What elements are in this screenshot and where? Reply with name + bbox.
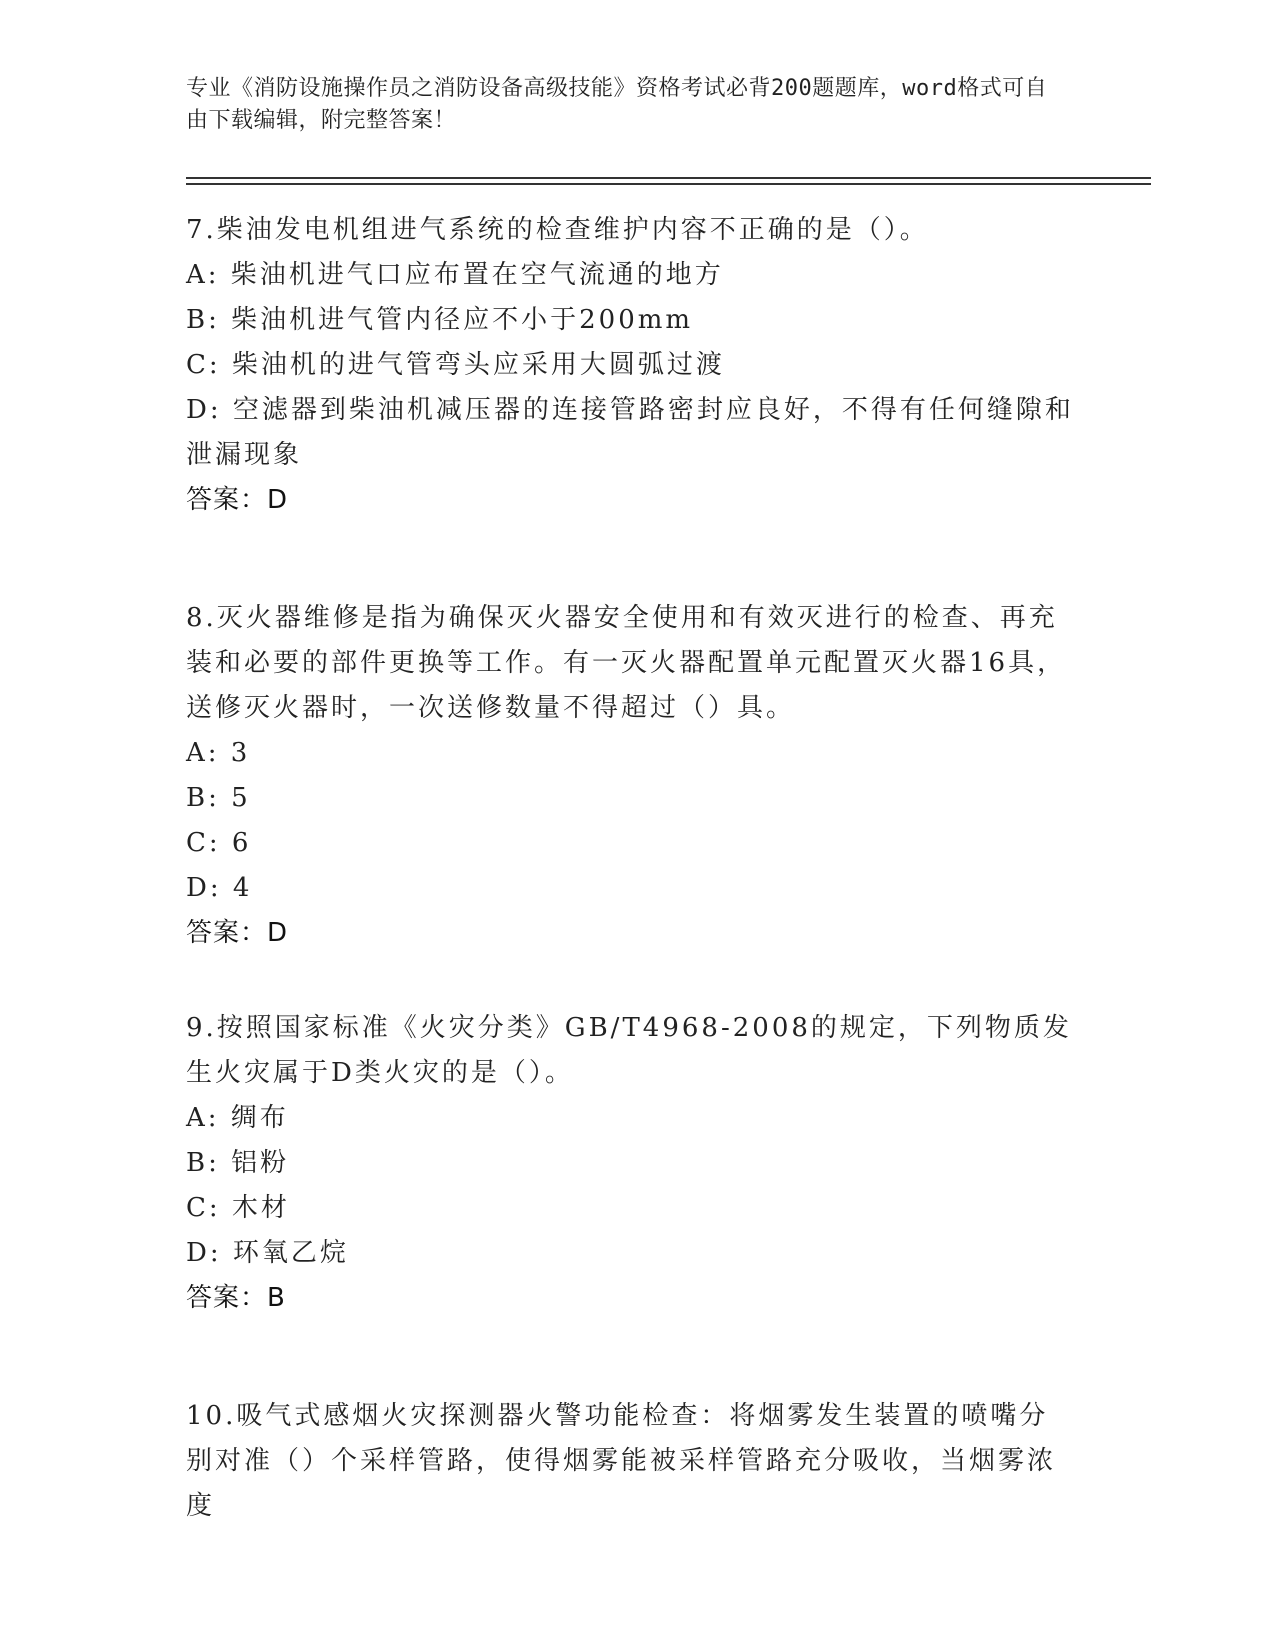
option-b: B: 5 <box>186 783 251 813</box>
question-9 <box>186 1006 1076 1321</box>
header-divider-bottom <box>186 183 1151 185</box>
option-d: D: 空滤器到柴油机减压器的连接管路密封应良好，不得有任何缝隙和泄漏现象 <box>186 395 1074 470</box>
option-c: C: 木材 <box>186 1193 290 1223</box>
option-a: A: 柴油机进气口应布置在空气流通的地方 <box>186 260 724 290</box>
option-c: C: 柴油机的进气管弯头应采用大圆弧过渡 <box>186 350 725 380</box>
question-7 <box>186 208 1076 523</box>
option-c: C: 6 <box>186 828 252 858</box>
option-a: A: 绸布 <box>186 1103 289 1133</box>
answer: 答案：D <box>186 485 289 515</box>
option-d: D: 环氧乙烷 <box>186 1238 349 1268</box>
answer: 答案：B <box>186 1283 286 1313</box>
question-10 <box>186 1394 1076 1529</box>
option-d: D: 4 <box>186 873 253 903</box>
document-header: 专业《消防设施操作员之消防设备高级技能》资格考试必背200题题库，word格式可自由下载编辑，附完整答案！ <box>186 76 1048 133</box>
question-stem: 8.灭火器维修是指为确保灭火器安全使用和有效灭进行的检查、再充装和必要的部件更换等工作。有一灭火器配置单元配置灭火器16具，送修灭火器时，一次送修数量不得超过（）具。 <box>186 603 1067 723</box>
option-b: B: 铝粉 <box>186 1148 290 1178</box>
question-8 <box>186 596 1076 956</box>
question-stem: 7.柴油发电机组进气系统的检查维护内容不正确的是（）。 <box>186 215 929 245</box>
option-a: A: 3 <box>186 738 251 768</box>
option-b: B: 柴油机进气管内径应不小于200mm <box>186 305 694 335</box>
answer: 答案：D <box>186 918 289 948</box>
question-stem: 9.按照国家标准《火灾分类》GB/T4968-2008的规定，下列物质发生火灾属于D类火灾的是（）。 <box>186 1013 1072 1088</box>
header-divider-top <box>186 177 1151 179</box>
question-stem: 10.吸气式感烟火灾探测器火警功能检查：将烟雾发生装置的喷嘴分别对准（）个采样管路，使得烟雾能被采样管路充分吸收，当烟雾浓度 <box>186 1401 1057 1521</box>
